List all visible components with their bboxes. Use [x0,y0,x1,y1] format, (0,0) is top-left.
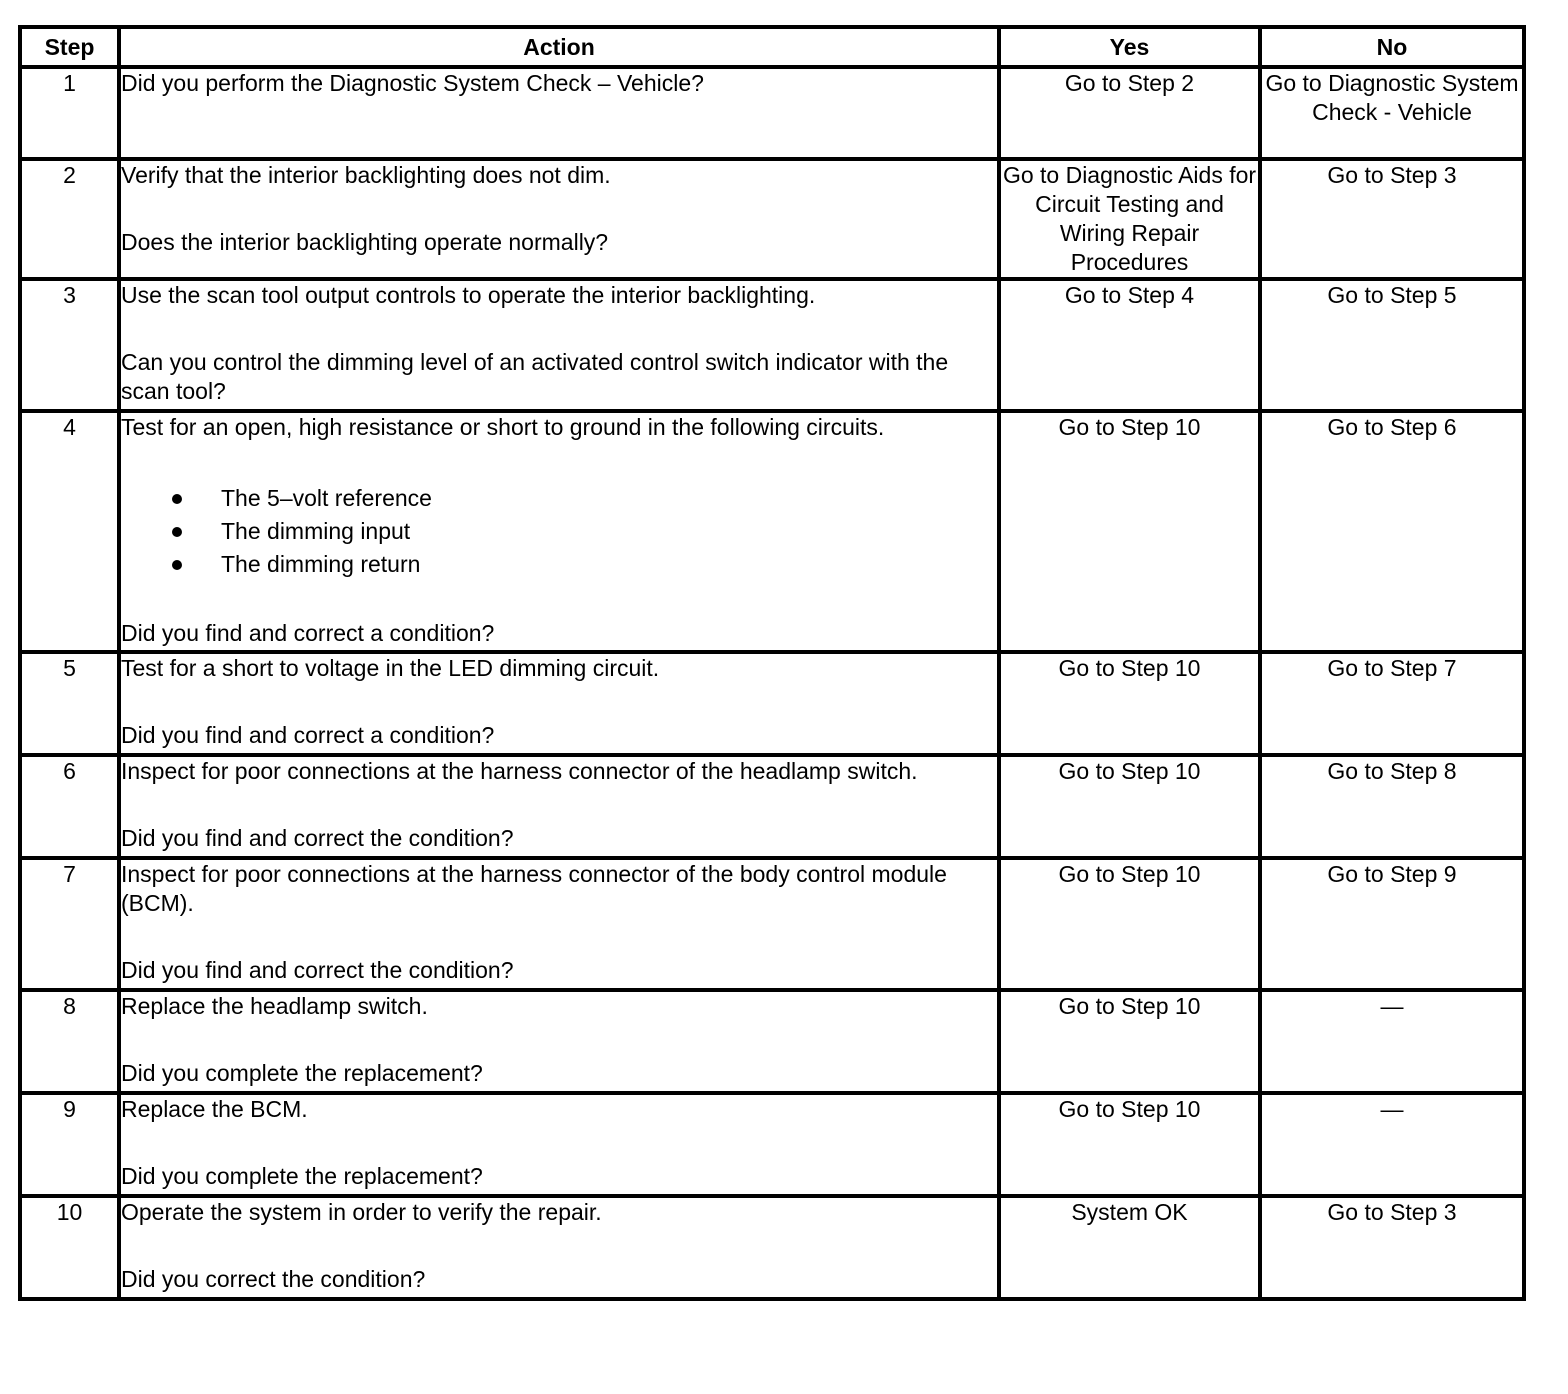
no-cell: Go to Step 9 [1260,858,1524,990]
action-text: Inspect for poor connections at the harness connector of the headlamp switch. [121,758,918,784]
step-number: 3 [20,279,119,411]
action-question: Did you find and correct the condition? [121,957,514,983]
yes-cell: Go to Step 10 [999,990,1260,1093]
table-row [20,990,1524,1093]
action-cell [119,990,999,1093]
header-action: Action [119,27,999,67]
yes-cell: Go to Step 2 [999,67,1260,159]
step-number: 2 [20,159,119,279]
yes-cell: Go to Step 10 [999,411,1260,652]
step-number: 8 [20,990,119,1093]
yes-cell: Go to Step 10 [999,858,1260,990]
action-text: Use the scan tool output controls to operate the interior backlighting. [121,282,816,308]
yes-cell: Go to Diagnostic Aids for Circuit Testing and Wiring Repair Procedures [999,159,1260,279]
action-cell [119,858,999,990]
step-number: 1 [20,67,119,159]
action-text: Test for a short to voltage in the LED dimming circuit. [121,655,660,681]
header-yes: Yes [999,27,1260,67]
step-number: 5 [20,652,119,755]
action-cell [119,67,999,159]
action-question: Did you find and correct the condition? [121,825,514,851]
step-number: 9 [20,1093,119,1196]
action-cell [119,1196,999,1299]
action-cell [119,411,999,652]
yes-cell: Go to Step 10 [999,652,1260,755]
no-cell: — [1260,990,1524,1093]
action-question: Does the interior backlighting operate normally? [121,229,609,255]
action-text: Inspect for poor connections at the harness connector of the body control module (BCM). [121,861,947,916]
no-cell: — [1260,1093,1524,1196]
diagnostic-table [18,25,1526,1301]
no-cell: Go to Step 3 [1260,159,1524,279]
step-number: 10 [20,1196,119,1299]
action-text: Test for an open, high resistance or short to ground in the following circuits. [121,414,885,440]
action-cell [119,652,999,755]
no-cell: Go to Step 5 [1260,279,1524,411]
step-number: 7 [20,858,119,990]
no-cell: Go to Step 3 [1260,1196,1524,1299]
action-question: Did you complete the replacement? [121,1060,483,1086]
action-question: Did you find and correct a condition? [121,722,495,748]
yes-cell: Go to Step 10 [999,1093,1260,1196]
table-row [20,279,1524,411]
header-step: Step [20,27,119,67]
action-text: Did you perform the Diagnostic System Check – Vehicle? [121,70,704,96]
yes-cell: Go to Step 10 [999,755,1260,858]
table-row [20,755,1524,858]
action-question: Did you correct the condition? [121,1266,426,1292]
no-cell: Go to Diagnostic System Check - Vehicle [1260,67,1524,159]
no-cell: Go to Step 6 [1260,411,1524,652]
action-text: Verify that the interior backlighting does not dim. [121,162,611,188]
step-number: 4 [20,411,119,652]
table-row [20,159,1524,279]
circuit-list [121,482,997,581]
no-cell: Go to Step 7 [1260,652,1524,755]
list-item: The 5–volt reference [121,482,997,515]
action-text: Replace the BCM. [121,1096,308,1122]
action-question: Can you control the dimming level of an activated control switch indicator with the scan tool? [121,349,949,404]
table-row [20,858,1524,990]
action-cell [119,1093,999,1196]
yes-cell: Go to Step 4 [999,279,1260,411]
table-row [20,1196,1524,1299]
action-cell [119,159,999,279]
table-row [20,652,1524,755]
table-row [20,67,1524,159]
action-text: Operate the system in order to verify the repair. [121,1199,602,1225]
step-number: 6 [20,755,119,858]
action-cell [119,755,999,858]
no-cell: Go to Step 8 [1260,755,1524,858]
action-question: Did you complete the replacement? [121,1163,483,1189]
table-row [20,411,1524,652]
table-header-row [20,27,1524,67]
list-item: The dimming input [121,515,997,548]
list-item: The dimming return [121,548,997,581]
action-text: Replace the headlamp switch. [121,993,428,1019]
action-question: Did you find and correct a condition? [121,620,495,646]
table-row [20,1093,1524,1196]
action-cell [119,279,999,411]
yes-cell: System OK [999,1196,1260,1299]
header-no: No [1260,27,1524,67]
